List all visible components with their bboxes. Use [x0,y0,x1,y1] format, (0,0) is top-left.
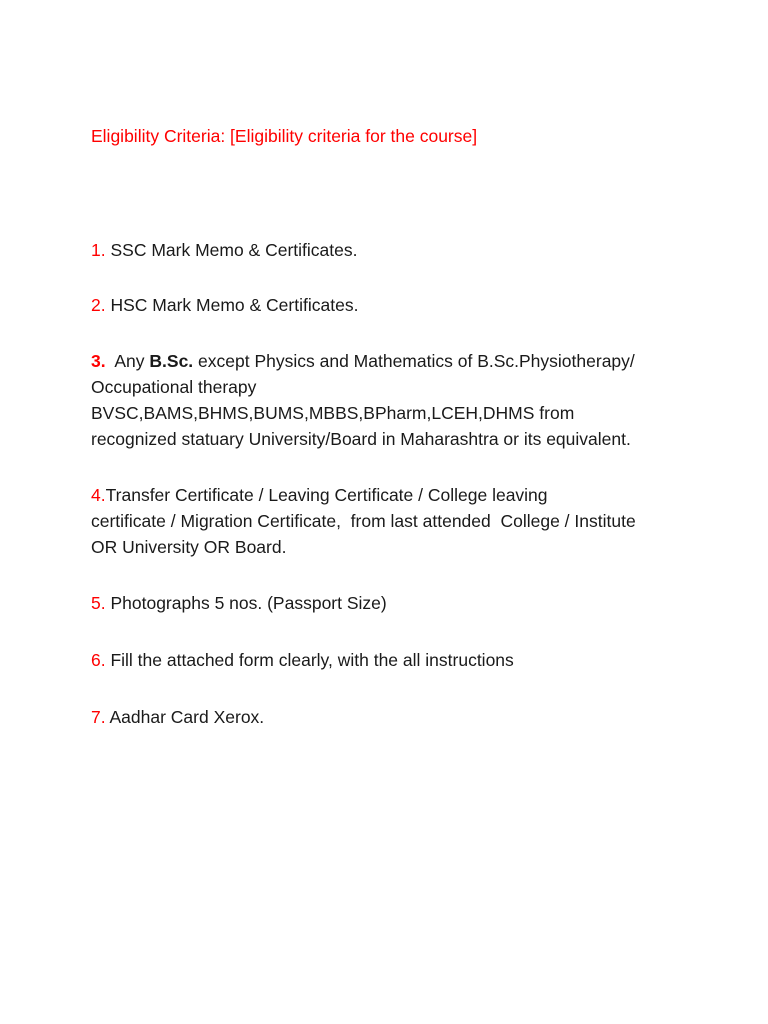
item-number: 6. [91,650,106,670]
item-text: SSC Mark Memo & Certificates. [105,240,358,260]
list-item-1 [91,237,691,263]
list-item-5 [91,590,691,616]
item-number: 5. [91,593,106,613]
item-line: Occupational therapy [91,377,257,397]
item-number: 3. [91,351,106,371]
list-item-4 [91,482,691,560]
item-number: 1. [91,240,106,260]
item-text: Transfer Certificate / Leaving Certificate / College leaving [105,485,548,505]
item-text-bold: B.Sc. [149,351,194,371]
list-item-2 [91,292,691,318]
item-line: recognized statuary University/Board in Maharashtra or its equivalent. [91,429,631,449]
item-text-pre: Any [105,351,150,371]
item-line [91,482,691,508]
item-number: 4. [91,485,106,505]
list-item-6 [91,647,691,673]
item-text: HSC Mark Memo & Certificates. [105,295,359,315]
list-item-7 [91,704,691,730]
item-line: certificate / Migration Certificate, from last attended College / Institute [91,511,636,531]
page-title: Eligibility Criteria: [Eligibility criteria for the course] [91,126,478,146]
item-line: OR University OR Board. [91,537,287,557]
item-number: 2. [91,295,106,315]
item-text: Fill the attached form clearly, with the all instructions [105,650,514,670]
item-number: 7. [91,707,106,727]
item-text: except Physics and Mathematics of B.Sc.Physiotherapy/ [193,351,635,371]
item-text: Photographs 5 nos. (Passport Size) [105,593,387,613]
item-text: Aadhar Card Xerox. [105,707,265,727]
item-line: BVSC,BAMS,BHMS,BUMS,MBBS,BPharm,LCEH,DHMS from [91,403,575,423]
item-line [91,348,691,374]
list-item-3 [91,348,691,452]
